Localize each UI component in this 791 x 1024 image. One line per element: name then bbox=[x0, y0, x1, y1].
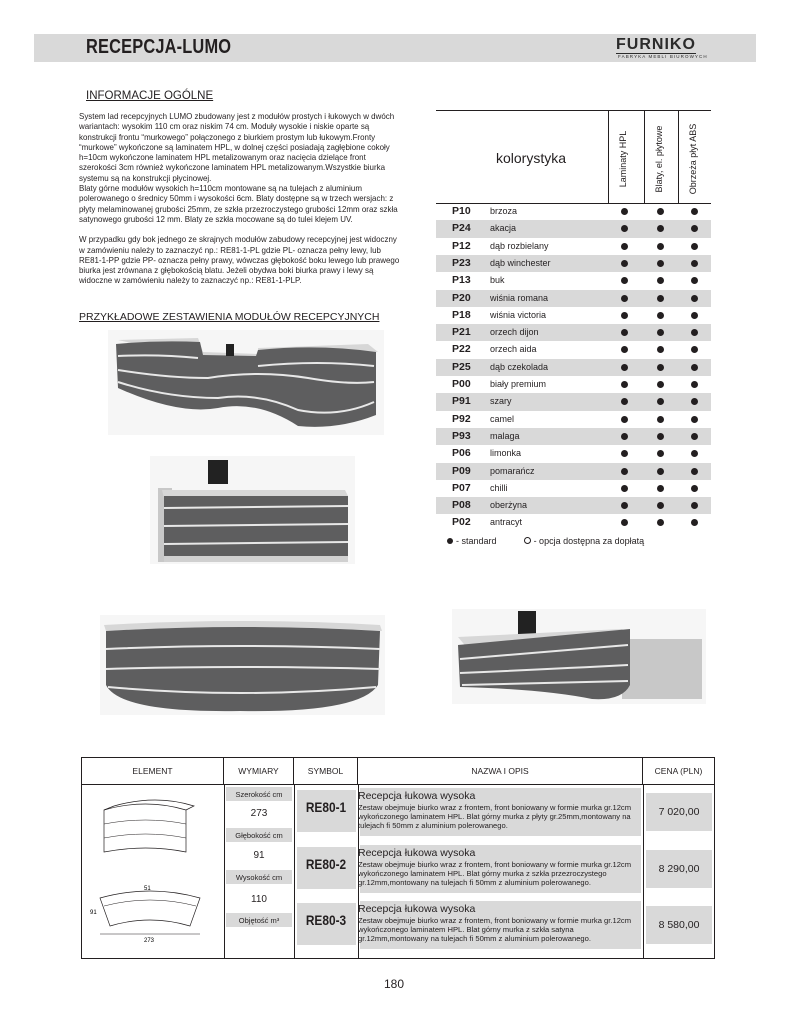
standard-dot-icon bbox=[657, 260, 664, 267]
color-code: P18 bbox=[452, 308, 471, 321]
standard-dot-icon bbox=[657, 381, 664, 388]
standard-dot-icon bbox=[691, 225, 698, 232]
color-name: szary bbox=[490, 396, 512, 407]
standard-dot-icon bbox=[691, 519, 698, 526]
color-name: wiśnia romana bbox=[490, 292, 549, 303]
standard-dot-icon bbox=[657, 346, 664, 353]
color-name: orzech dijon bbox=[490, 327, 539, 338]
color-name: oberżyna bbox=[490, 500, 528, 511]
reception-photo-wave bbox=[108, 330, 384, 435]
standard-dot-icon bbox=[657, 468, 664, 475]
standard-dot-icon bbox=[657, 225, 664, 232]
color-name: dąb winchester bbox=[490, 257, 551, 268]
color-row bbox=[436, 290, 711, 307]
standard-dot-icon bbox=[621, 346, 628, 353]
depth-value: 91 bbox=[253, 850, 265, 861]
color-code: P91 bbox=[452, 395, 471, 408]
color-row bbox=[436, 238, 711, 255]
product-symbol: RE80-2 bbox=[305, 856, 347, 872]
color-name: dąb czekolada bbox=[490, 361, 549, 372]
product-symbol: RE80-1 bbox=[305, 799, 347, 815]
color-code: P06 bbox=[452, 447, 471, 460]
standard-dot-icon bbox=[621, 381, 628, 388]
office-chair-icon bbox=[208, 460, 228, 484]
office-chair-icon bbox=[226, 344, 234, 356]
standard-dot-icon bbox=[657, 485, 664, 492]
standard-dot-icon bbox=[691, 260, 698, 267]
standard-dot-icon bbox=[621, 364, 628, 371]
standard-dot-icon bbox=[657, 398, 664, 405]
color-name: camel bbox=[490, 413, 515, 424]
color-code: P20 bbox=[452, 291, 471, 304]
product-symbol: RE80-3 bbox=[305, 912, 347, 928]
product-name: Recepcja łukowa wysoka bbox=[358, 847, 476, 859]
product-description bbox=[358, 903, 642, 944]
color-row bbox=[436, 272, 711, 289]
column-boards-label: Blaty, el. płytowe bbox=[653, 125, 664, 193]
brand-subtitle: FABRYKA MEBLI BIUROWYCH bbox=[618, 54, 708, 59]
color-table-header bbox=[436, 110, 711, 204]
intro-paragraph-2: Blaty górne modułów wysokich h=110cm montowane są na tulejach z aluminium polerowanego o średnicy 50mm i wysokości 6cm. Blaty dostępne są w trzech wersjach: z płyty melaminowanej grubości 25mm, ze szkła przezroczystego grubości 12mm oraz szkła satynowego grubości 12 mm. Blaty ze szkła mocowane są do tulei klejem UV. bbox=[79, 183, 398, 224]
standard-dot-icon bbox=[691, 329, 698, 336]
column-boards bbox=[644, 111, 672, 203]
color-name: chilli bbox=[490, 482, 508, 493]
color-row bbox=[436, 220, 711, 237]
color-row bbox=[436, 480, 711, 497]
header-dims: WYMIARY bbox=[224, 758, 294, 785]
color-code: P02 bbox=[452, 516, 471, 529]
standard-dot-icon bbox=[657, 243, 664, 250]
color-name: pomarańcz bbox=[490, 465, 535, 476]
standard-dot-icon bbox=[691, 346, 698, 353]
color-code: P21 bbox=[452, 326, 471, 339]
page-number: 180 bbox=[384, 977, 405, 991]
standard-dot-icon bbox=[621, 468, 628, 475]
standard-dot-icon bbox=[691, 208, 698, 215]
reception-photo-straight bbox=[150, 456, 355, 564]
standard-dot-icon bbox=[691, 502, 698, 509]
reception-photo-curved bbox=[100, 615, 385, 715]
standard-dot-icon bbox=[691, 468, 698, 475]
color-row bbox=[436, 514, 711, 531]
standard-dot-icon bbox=[657, 519, 664, 526]
color-legend bbox=[447, 536, 644, 546]
standard-dot-icon bbox=[621, 295, 628, 302]
standard-dot-icon bbox=[691, 485, 698, 492]
standard-dot-icon bbox=[691, 433, 698, 440]
height-value: 110 bbox=[251, 894, 267, 905]
header-element: ELEMENT bbox=[82, 758, 224, 785]
standard-dot-icon bbox=[621, 260, 628, 267]
color-code: P92 bbox=[452, 412, 471, 425]
standard-dot-icon bbox=[657, 277, 664, 284]
standard-dot-icon bbox=[621, 502, 628, 509]
color-name: akacja bbox=[490, 223, 517, 234]
width-label: Szerokość cm bbox=[226, 787, 292, 801]
reception-photo-l-shaped bbox=[452, 609, 706, 704]
color-row bbox=[436, 341, 711, 358]
color-name: brzoza bbox=[490, 206, 518, 216]
volume-label: Objętość m³ bbox=[226, 913, 292, 927]
page-title: RECEPCJA-LUMO bbox=[86, 36, 232, 58]
standard-dot-icon bbox=[691, 450, 698, 457]
standard-dot-icon bbox=[621, 416, 628, 423]
color-code: P23 bbox=[452, 256, 471, 269]
standard-dot-icon bbox=[657, 329, 664, 336]
header-symbol: SYMBOL bbox=[294, 758, 358, 785]
standard-dot-icon bbox=[621, 519, 628, 526]
general-info-heading: INFORMACJE OGÓLNE bbox=[86, 90, 214, 102]
height-label: Wysokość cm bbox=[226, 870, 292, 884]
header-name: NAZWA I OPIS bbox=[358, 758, 643, 785]
standard-dot-icon bbox=[691, 295, 698, 302]
standard-dot-icon bbox=[621, 312, 628, 319]
color-name: dąb rozbielany bbox=[490, 240, 549, 251]
legend-standard: - standard bbox=[456, 536, 497, 546]
product-price: 8 580,00 bbox=[646, 906, 712, 944]
product-description bbox=[358, 790, 642, 831]
column-hpl-label: Laminaty HPL bbox=[617, 130, 628, 188]
color-row bbox=[436, 463, 711, 480]
color-code: P12 bbox=[452, 239, 471, 252]
color-row bbox=[436, 203, 711, 220]
color-name: wiśnia victoria bbox=[490, 309, 547, 320]
option-ring-icon bbox=[524, 537, 531, 544]
product-desc-text: Zestaw obejmuje biurko wraz z frontem, front boniowany w formie murka gr.12cm wykończonego laminatem HPL. Blat górny murka z szkła satyna gr.12mm,montowany na tulejach fi 50mm z aluminium polerowanego. bbox=[358, 916, 632, 944]
standard-dot-icon bbox=[691, 416, 698, 423]
standard-dot-icon bbox=[657, 416, 664, 423]
standard-dot-icon bbox=[691, 398, 698, 405]
depth-label: Głębokość cm bbox=[226, 828, 292, 842]
standard-dot-icon bbox=[691, 381, 698, 388]
color-table-title: kolorystyka bbox=[496, 150, 567, 166]
color-row bbox=[436, 411, 711, 428]
standard-dot-icon bbox=[657, 450, 664, 457]
standard-dot-icon bbox=[691, 277, 698, 284]
column-abs bbox=[678, 111, 706, 203]
standard-dot-icon bbox=[657, 502, 664, 509]
standard-dot-icon bbox=[621, 243, 628, 250]
color-name: buk bbox=[490, 275, 505, 286]
standard-dot-icon bbox=[691, 364, 698, 371]
color-row bbox=[436, 324, 711, 341]
color-row bbox=[436, 445, 711, 462]
color-row bbox=[436, 376, 711, 393]
drawing-label-side: 91 bbox=[90, 910, 97, 916]
product-desc-text: Zestaw obejmuje biurko wraz z frontem, front boniowany w formie murka gr.12cm wykończonego laminatem HPL. Blat górny murka z szkła przezroczystego gr.12mm,montowany na tulejach fi 50mm z aluminium polerowanego. bbox=[358, 860, 632, 888]
width-value: 273 bbox=[250, 808, 268, 819]
color-code: P25 bbox=[452, 360, 471, 373]
furniko-logo bbox=[616, 37, 711, 59]
header-price: CENA (PLN) bbox=[643, 758, 714, 785]
standard-dot-icon bbox=[621, 277, 628, 284]
column-abs-label: Obrzeża płyt ABS bbox=[687, 123, 698, 195]
color-code: P07 bbox=[452, 481, 471, 494]
standard-dot-icon bbox=[691, 312, 698, 319]
color-row bbox=[436, 359, 711, 376]
color-code: P93 bbox=[452, 429, 471, 442]
color-name: antracyt bbox=[490, 517, 523, 528]
standard-dot-icon bbox=[621, 398, 628, 405]
color-row bbox=[436, 428, 711, 445]
color-name: limonka bbox=[490, 448, 522, 459]
product-price: 8 290,00 bbox=[646, 850, 712, 888]
examples-heading: PRZYKŁADOWE ZESTAWIENIA MODUŁÓW RECEPCYJNYCH bbox=[79, 311, 380, 323]
standard-dot-icon bbox=[691, 243, 698, 250]
standard-dot-icon bbox=[657, 364, 664, 371]
standard-dot-icon bbox=[621, 329, 628, 336]
color-code: P00 bbox=[452, 378, 471, 390]
color-row bbox=[436, 307, 711, 324]
standard-dot-icon bbox=[621, 433, 628, 440]
brand-name: FURNIKO bbox=[616, 36, 696, 53]
color-code: P22 bbox=[452, 343, 471, 356]
intro-paragraph-1: System lad recepcyjnych LUMO zbudowany jest z modułów prostych i łukowych w dwóch wariantach: wysokim 110 cm oraz niskim 74 cm. Moduły wysokie i niskie oparte są konstrukcji frontu “murkowego” połączonego z biurkiem prostym lub łukowym.Fronty “murkowe” wykończone są laminatem HPL, w dolnej części posiadają zagłębione cokoły h=10cm wykończone laminatem HPL metalizowanym oraz nacięcia dzielące front szerokości 3cm również wykończone laminatem HPL metalizowanym.Wszystkie biurka systemu są na konstrukcji płycinowej. bbox=[79, 111, 395, 183]
product-name: Recepcja łukowa wysoka bbox=[358, 790, 476, 802]
color-name: malaga bbox=[490, 430, 520, 441]
standard-dot-icon bbox=[621, 450, 628, 457]
standard-dot-icon bbox=[447, 538, 453, 544]
standard-dot-icon bbox=[657, 208, 664, 215]
product-name: Recepcja łukowa wysoka bbox=[358, 903, 476, 915]
legend-option: - opcja dostępna za dopłatą bbox=[533, 536, 645, 546]
product-price: 7 020,00 bbox=[646, 793, 712, 831]
standard-dot-icon bbox=[657, 295, 664, 302]
color-name: biały premium bbox=[490, 379, 547, 389]
standard-dot-icon bbox=[621, 208, 628, 215]
color-code: P09 bbox=[452, 464, 471, 477]
standard-dot-icon bbox=[657, 433, 664, 440]
general-info-text bbox=[79, 111, 401, 296]
standard-dot-icon bbox=[657, 312, 664, 319]
column-hpl bbox=[608, 111, 636, 203]
color-row bbox=[436, 393, 711, 410]
color-code: P13 bbox=[452, 274, 471, 287]
color-code: P24 bbox=[452, 222, 471, 235]
product-description bbox=[358, 847, 642, 888]
product-desc-text: Zestaw obejmuje biurko wraz z frontem, front boniowany w formie murka gr.12cm wykończonego laminatem HPL. Blat górny murka z płyty gr.25mm,montowany na tulejach fi 50mm z aluminium polerowanego. bbox=[358, 803, 632, 831]
standard-dot-icon bbox=[621, 485, 628, 492]
product-table bbox=[81, 757, 715, 959]
color-code: P10 bbox=[452, 205, 471, 217]
color-row bbox=[436, 497, 711, 514]
element-technical-drawing bbox=[86, 788, 220, 948]
color-name: orzech aida bbox=[490, 344, 537, 355]
color-code: P08 bbox=[452, 499, 471, 512]
drawing-label-bottom: 273 bbox=[144, 938, 155, 944]
color-row bbox=[436, 255, 711, 272]
drawing-label-top: 51 bbox=[144, 886, 151, 892]
standard-dot-icon bbox=[621, 225, 628, 232]
intro-paragraph-3: W przypadku gdy bok jednego ze skrajnych modułów zabudowy recepcyjnej jest widoczny w zamówieniu należy to zaznaczyć np.: RE81-1-PL gdzie PL- oznacza pełny lewy, lub RE81-1-PP gdzie PP- oznacza pełny prawy, wówczas głębokość boku lewego lub prawego biurka jest zrównana z głębokością blatu. Jeżeli obydwa boki biurka prawy i lewy są widoczne w zamówieniu należy to zaznaczyć np.: RE81-1-PLP. bbox=[79, 234, 400, 286]
